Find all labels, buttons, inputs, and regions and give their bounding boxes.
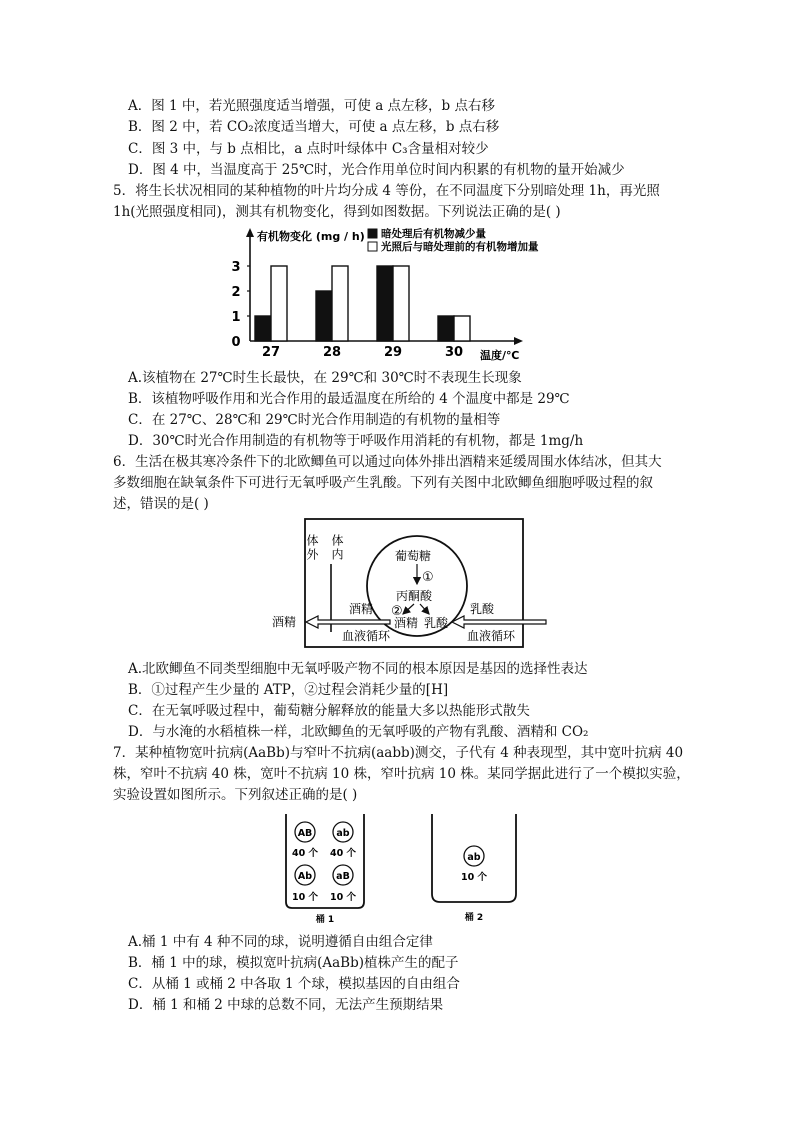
q6-respiration-diagram (262, 514, 547, 654)
ethanol-outside-label: 酒精 (272, 615, 297, 629)
ball-Ab-label: Ab (297, 871, 313, 882)
legend-label-light: 光照后与暗处理前的有机物增加量 (381, 241, 539, 253)
q6-option-c: C．在无氧呼吸过程中，葡萄糖分解释放的能量大多以热能形式散失 (128, 703, 530, 719)
q5-option-d: D．30℃时光合作用制造的有机物等于呼吸作用消耗的有机物，都是 1mg/h (128, 433, 584, 449)
label-inside: 体内 (330, 534, 344, 562)
bar-light-29 (393, 266, 409, 341)
ball-AB (292, 822, 319, 859)
q5-option-b: B．该植物呼吸作用和光合作用的最适温度在所给的 4 个温度中都是 29℃ (128, 391, 570, 407)
y-tick-label-0: 0 (231, 335, 241, 350)
ethanol-inside-label: 酒精 (394, 616, 419, 630)
lactate-efflux-arrow (452, 616, 546, 628)
ball-ab-2-count: 10 个 (460, 872, 488, 883)
q7-stem-line-3: 实验设置如图所示。下列叙述正确的是( ) (113, 787, 358, 803)
ball-Ab (292, 865, 319, 903)
y-tick-label-1: 1 (231, 310, 241, 325)
y-axis-arrow (246, 228, 254, 237)
q6-stem-line-2: 多数细胞在缺氧条件下可进行无氧呼吸产生乳酸。下列有关图中北欧鲫鱼细胞呼吸过程的叙 (113, 475, 653, 491)
x-axis-arrow (514, 337, 523, 345)
bar-light-27 (271, 266, 287, 341)
ball-aB (330, 865, 357, 903)
x-tick-label-30: 30 (444, 345, 464, 360)
ball-ab-2-label: ab (467, 852, 481, 863)
to-ethanol-arrow (403, 604, 414, 614)
bar-dark-28 (316, 291, 332, 341)
chart-xlabel: 温度/℃ (480, 349, 520, 362)
lactate-inside-label: 乳酸 (424, 616, 449, 630)
ball-Ab-count: 10 个 (291, 892, 319, 903)
bar-dark-27 (255, 316, 271, 341)
to-lactate-arrow (420, 604, 429, 614)
label-outside: 体外 (305, 534, 319, 562)
q6-stem-line-1: 6．生活在极其寒冷条件下的北欧鲫鱼可以通过向体外排出酒精来延缓周围水体结冰，但其大 (113, 454, 662, 470)
bar-light-28 (332, 266, 348, 341)
chart-marks (231, 260, 470, 360)
q6-option-d: D．与水淹的水稻植株一样，北欧鲫鱼的无氧呼吸的产物有乳酸、酒精和 CO₂ (128, 724, 589, 740)
bucket-2 (432, 814, 516, 923)
x-tick-label-27: 27 (261, 345, 281, 360)
q5-stem-line-2: 1h(光照强度相同)，测其有机物变化，得到如图数据。下列说法正确的是( ) (113, 204, 561, 220)
chart-legend (368, 227, 539, 253)
ball-aB-label: aB (336, 871, 350, 882)
q5-stem-line-1: 5．将生长状况相同的某种植物的叶片均分成 4 等份，在不同温度下分别暗处理 1h，再光照 (113, 183, 660, 199)
q4-option-a: A．图 1 中，若光照强度适当增强，可使 a 点左移，b 点右移 (128, 98, 495, 114)
q6-stem-line-3: 述，错误的是( ) (113, 496, 209, 512)
bucket-1 (286, 814, 364, 925)
legend-label-dark: 暗处理后有机物减少量 (381, 228, 486, 240)
q7-stem-line-2: 株，窄叶不抗病 40 株，宽叶不抗病 10 株，窄叶抗病 10 株。某同学据此进行了一个模拟实验， (113, 766, 690, 782)
step-2-marker: ② (391, 604, 403, 619)
q6-option-a: A.北欧鲫鱼不同类型细胞中无氧呼吸产物不同的根本原因是基因的选择性表达 (128, 661, 588, 677)
y-tick-label-2: 2 (231, 285, 241, 300)
bucket-2-label: 桶 2 (464, 913, 484, 923)
q4-option-d: D．图 4 中，当温度高于 25℃时，光合作用单位时间内积累的有机物的量开始减少 (128, 162, 625, 178)
bar-dark-29 (377, 266, 393, 341)
q5-option-c: C．在 27℃、28℃和 29℃时光合作用制造的有机物的量相等 (128, 412, 501, 428)
ball-ab-2 (461, 846, 488, 883)
q4-option-c: C．图 3 中，与 b 点相比，a 点时叶绿体中 C₃含量相对较少 (128, 141, 489, 157)
legend-swatch-light (368, 242, 377, 251)
q4-option-b: B．图 2 中，若 CO₂浓度适当增大，可使 a 点左移，b 点右移 (128, 119, 500, 135)
ball-ab-label: ab (336, 828, 350, 839)
ethanol-blood-label: 酒精 (349, 602, 374, 616)
ball-AB-count: 40 个 (291, 848, 319, 859)
q5-option-a: A.该植物在 27℃时生长最快，在 29℃和 30℃时不表现生长现象 (128, 370, 522, 386)
q7-option-b: B．桶 1 中的球，模拟宽叶抗病(AaBb)植株产生的配子 (128, 955, 459, 971)
q7-stem-line-1: 7．某种植物宽叶抗病(AaBb)与窄叶不抗病(aabb)测交，子代有 4 种表现型，其中宽叶抗病 40 (113, 745, 684, 761)
pyruvate-label: 丙酮酸 (396, 589, 433, 603)
y-tick-label-3: 3 (231, 260, 241, 275)
q7-option-c: C．从桶 1 或桶 2 中各取 1 个球，模拟基因的自由组合 (128, 976, 460, 992)
circulation-right-label: 血液循环 (467, 629, 516, 643)
q6-option-b: B．①过程产生少量的 ATP，②过程会消耗少量的[H] (128, 682, 449, 698)
ball-ab-count: 40 个 (329, 848, 357, 859)
q7-option-a: A.桶 1 中有 4 种不同的球，说明遵循自由组合定律 (128, 934, 433, 950)
glucose-label: 葡萄糖 (395, 549, 432, 563)
x-tick-label-28: 28 (322, 345, 342, 360)
step-1-marker: ① (422, 570, 434, 585)
circulation-left-label: 血液循环 (342, 629, 391, 643)
ball-aB-count: 10 个 (329, 892, 357, 903)
bucket-1-label: 桶 1 (315, 915, 335, 925)
chart-ylabel: 有机物变化 (mg / h) (257, 230, 365, 243)
q5-bar-chart (225, 226, 565, 364)
bar-light-30 (454, 316, 470, 341)
lactate-blood-label: 乳酸 (470, 602, 495, 616)
q7-buckets-diagram (280, 810, 530, 925)
ball-ab (330, 822, 357, 859)
ball-AB-label: AB (297, 828, 313, 839)
bar-dark-30 (438, 316, 454, 341)
x-tick-label-29: 29 (383, 345, 403, 360)
legend-swatch-dark (368, 229, 377, 238)
q7-option-d: D．桶 1 和桶 2 中球的总数不同，无法产生预期结果 (128, 997, 444, 1013)
